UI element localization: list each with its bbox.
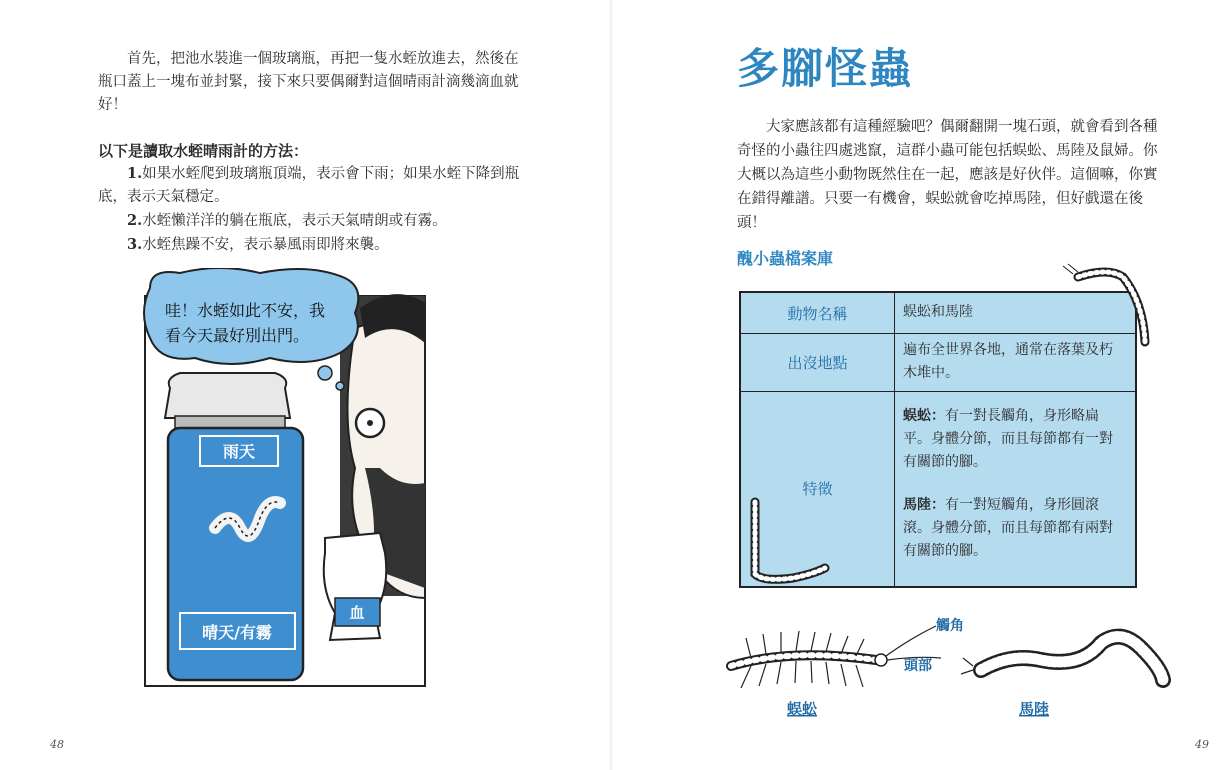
sunny-label: 晴天/有霧	[202, 623, 272, 642]
bug-anatomy-diagram	[711, 608, 1181, 728]
blood-pitcher	[324, 533, 387, 640]
millipede-text: 有一對短觸角，身形圓滾滾。身體分節，而且每節都有兩對有關節的腳。	[903, 497, 1113, 559]
page-number-right: 49	[1195, 738, 1209, 751]
row-value: 遍布全世界各地，通常在落葉及朽木堆中。	[903, 342, 1113, 381]
row-label: 出沒地點	[741, 333, 895, 391]
method-num: 3.	[127, 236, 143, 253]
speech-line-2: 看今天最好別出門。	[165, 326, 310, 345]
rain-label: 雨天	[222, 442, 256, 461]
blood-label: 血	[349, 604, 365, 622]
method-item-2	[98, 209, 523, 233]
millipede-name: 馬陸：	[903, 497, 945, 513]
intro-paragraph: 大家應該都有這種經驗吧？偶爾翻開一塊石頭，就會看到各種奇怪的小蟲往四處逃竄，這群小蟲可能包括蜈蚣、馬陸及鼠婦。你大概以為這些小動物既然住在一起，應該是好伙伴。這個嘛，你實在錯得離譜。只要一有機會，蜈蚣就會吃掉馬陸，但好戲還在後頭！	[737, 119, 1158, 231]
centipede-text: 有一對長觸角，身形略扁平。身體分節，而且每節都有一對有關節的腳。	[903, 408, 1113, 470]
label-head: 頭部	[904, 658, 932, 674]
page-number-left: 48	[50, 738, 64, 751]
glass-jar	[165, 373, 303, 680]
centipede-head	[875, 654, 887, 666]
intro-paragraph: 首先，把池水裝進一個玻璃瓶，再把一隻水蛭放進去，然後在瓶口蓋上一塊布並封緊，接下來只要偶爾對這個晴雨計滴幾滴血就好！	[98, 51, 519, 113]
speech-line-1: 哇！水蛭如此不安，我	[165, 301, 326, 320]
table-decoration-bugs	[733, 262, 1173, 592]
label-millipede: 馬陸	[1019, 700, 1050, 718]
row-label: 特徵	[741, 391, 895, 586]
label-antenna: 觸角	[936, 618, 964, 634]
centipede-drawing	[731, 626, 941, 688]
leech-barometer-illustration	[140, 268, 450, 688]
chapter-title: 多腳怪蟲	[737, 44, 914, 93]
section-subtitle: 醜小蟲檔案庫	[737, 249, 834, 268]
method-item-1	[98, 162, 523, 209]
method-num: 1.	[127, 165, 143, 182]
row-label: 動物名稱	[741, 293, 895, 333]
label-centipede: 蜈蚣	[787, 700, 818, 718]
method-title: 以下是讀取水蛭晴雨計的方法：	[98, 142, 309, 160]
method-num: 2.	[127, 212, 143, 229]
method-item-3	[98, 233, 523, 257]
centipede-on-table	[1078, 272, 1145, 342]
cloth-cover	[165, 373, 290, 418]
method-text: 水蛭焦躁不安，表示暴風雨即將來襲。	[142, 237, 389, 253]
right-page	[611, 0, 1222, 770]
method-list	[98, 162, 523, 257]
centipede-bottom-left	[755, 502, 825, 579]
millipede-drawing	[961, 637, 1163, 680]
method-text: 如果水蛭爬到玻璃瓶頂端，表示會下雨；如果水蛭下降到瓶底，表示天氣穩定。	[98, 166, 520, 205]
row-value: 蜈蚣和馬陸	[903, 304, 973, 320]
centipede-name: 蜈蚣：	[903, 408, 945, 424]
method-text: 水蛭懶洋洋的躺在瓶底，表示天氣晴朗或有霧。	[142, 213, 447, 229]
